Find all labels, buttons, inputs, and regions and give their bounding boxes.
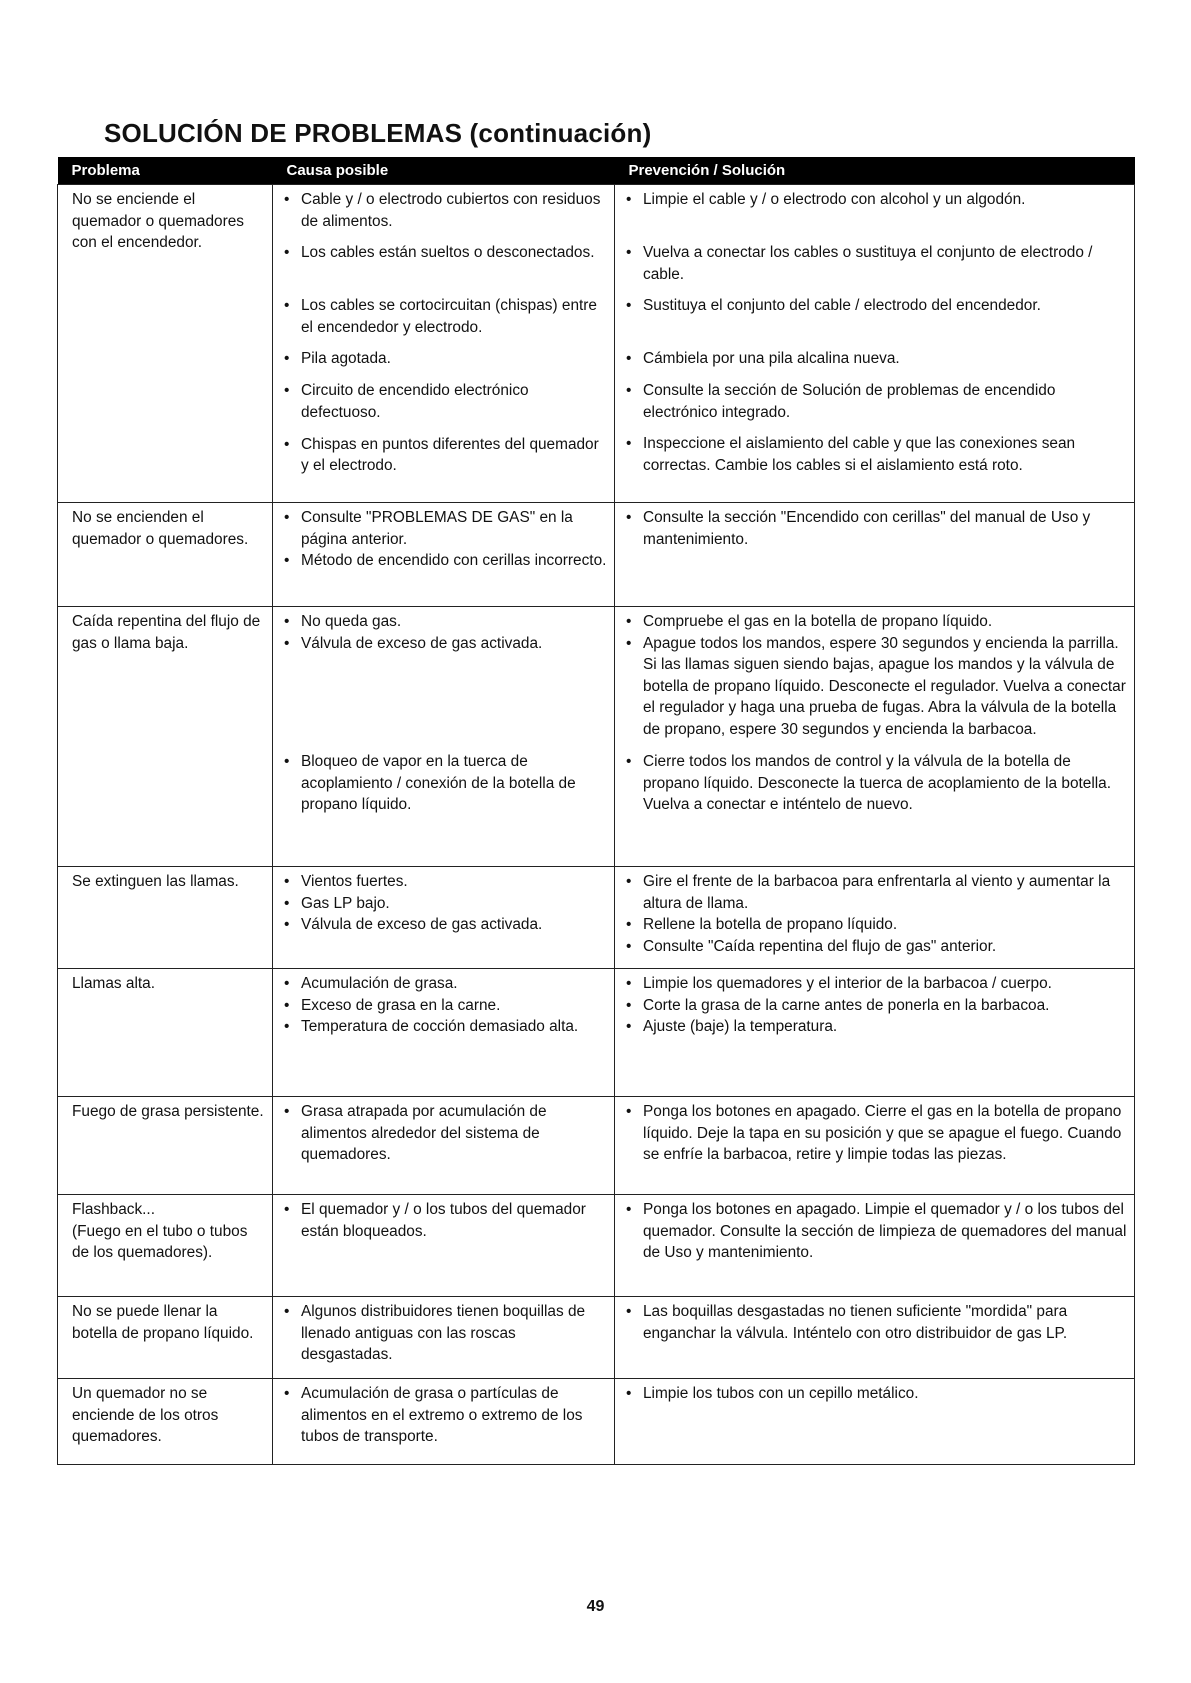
cause-item: • Método de encendido con cerillas incorrecto.: [279, 550, 608, 572]
header-solution: Prevención / Solución: [615, 157, 1135, 185]
solution-item: • Apague todos los mandos, espere 30 segundos y encienda la parrilla. Si las llamas siguen siendo bajas, apague los mandos y la válvula de botella de propano líquido. Desconecte el regulador. Vuelva a conectar el regulador y haga una prueba de fugas. Abra la válvula de la botella de propano, espere 30 segundos y encienda la barbacoa.: [621, 633, 1128, 741]
solution-group: [621, 611, 1128, 741]
problem-text: Caída repentina del flujo de gas o llama baja.: [72, 613, 261, 652]
cause-item: • Consulte "PROBLEMAS DE GAS" en la página anterior.: [279, 507, 608, 550]
cause-item: • Acumulación de grasa.: [279, 973, 608, 995]
page-title: [104, 118, 651, 149]
cause-group: [279, 611, 608, 741]
cause-group: [279, 1301, 608, 1366]
solution-cell: [615, 185, 1135, 503]
cause-item: • Circuito de encendido electrónico defectuoso.: [279, 380, 608, 423]
problem-cell: [58, 1297, 273, 1379]
problem-cell: [58, 503, 273, 607]
problem-text: No se puede llenar la botella de propano líquido.: [72, 1303, 254, 1342]
cause-cell: [273, 1097, 615, 1195]
solution-cell: [615, 867, 1135, 969]
cause-item: • Grasa atrapada por acumulación de alimentos alrededor del sistema de quemadores.: [279, 1101, 608, 1166]
cause-group: [279, 1199, 608, 1264]
cause-cell: [273, 1195, 615, 1297]
table-body: [58, 185, 1135, 1465]
cause-item: • Vientos fuertes.: [279, 871, 608, 893]
solution-cell: [615, 1379, 1135, 1465]
cause-group: [279, 507, 608, 572]
cause-group: [279, 751, 608, 816]
solution-item: • Consulte "Caída repentina del flujo de gas" anterior.: [621, 936, 1128, 958]
solution-cell: [615, 503, 1135, 607]
cause-group: [279, 1101, 608, 1166]
cause-group: [279, 434, 608, 477]
cause-item: • Acumulación de grasa o partículas de alimentos en el extremo o extremo de los tubos de transporte.: [279, 1383, 608, 1448]
solution-group: [621, 242, 1128, 285]
solution-group: [621, 1199, 1128, 1264]
problem-text: Se extinguen las llamas.: [72, 873, 239, 890]
solution-group: [621, 189, 1128, 232]
table-row: [58, 969, 1135, 1097]
solution-item: • Rellene la botella de propano líquido.: [621, 914, 1128, 936]
solution-item: • Limpie los tubos con un cepillo metálico.: [621, 1383, 1128, 1405]
header-cause: Causa posible: [273, 157, 615, 185]
problem-text: Fuego de grasa persistente.: [72, 1103, 264, 1120]
cause-cell: [273, 1379, 615, 1465]
solution-item: • Inspeccione el aislamiento del cable y que las conexiones sean correctas. Cambie los cables si el aislamiento está roto.: [621, 433, 1128, 476]
solution-group: [621, 871, 1128, 957]
cause-cell: [273, 503, 615, 607]
problem-cell: [58, 969, 273, 1097]
cause-group: [279, 871, 608, 957]
cause-item: • Exceso de grasa en la carne.: [279, 995, 608, 1017]
cause-item: • Cable y / o electrodo cubiertos con residuos de alimentos.: [279, 189, 608, 232]
problem-text: No se enciende el quemador o quemadores con el encendedor.: [72, 191, 244, 252]
troubleshooting-table: [57, 157, 1135, 1465]
page-title-main: SOLUCIÓN DE PROBLEMAS: [104, 118, 463, 148]
cause-item: • El quemador y / o los tubos del quemador están bloqueados.: [279, 1199, 608, 1242]
solution-item: • Limpie el cable y / o electrodo con alcohol y un algodón.: [621, 189, 1128, 211]
cause-item: • Bloqueo de vapor en la tuerca de acoplamiento / conexión de la botella de propano líquido.: [279, 751, 608, 816]
solution-cell: [615, 607, 1135, 867]
cause-item: • Válvula de exceso de gas activada.: [279, 633, 608, 655]
page-number: 49: [586, 1598, 605, 1615]
solution-group: [621, 348, 1128, 370]
cause-item: • Los cables están sueltos o desconectados.: [279, 242, 608, 264]
problem-cell: [58, 185, 273, 503]
problem-cell: [58, 1097, 273, 1195]
table-row: [58, 1195, 1135, 1297]
cause-group: [279, 1383, 608, 1448]
solution-item: • Gire el frente de la barbacoa para enfrentarla al viento y aumentar la altura de llama.: [621, 871, 1128, 914]
cause-cell: [273, 607, 615, 867]
cause-group: [279, 295, 608, 338]
solution-item: • Ajuste (baje) la temperatura.: [621, 1016, 1128, 1038]
table-row: [58, 607, 1135, 867]
solution-item: • Consulte la sección de Solución de problemas de encendido electrónico integrado.: [621, 380, 1128, 423]
solution-group: [621, 433, 1128, 476]
solution-group: [621, 507, 1128, 572]
cause-cell: [273, 969, 615, 1097]
solution-item: • Cámbiela por una pila alcalina nueva.: [621, 348, 1128, 370]
cause-item: • Válvula de exceso de gas activada.: [279, 914, 608, 936]
problem-cell: [58, 607, 273, 867]
cause-cell: [273, 867, 615, 969]
page-title-sub: (continuación): [469, 118, 652, 148]
problem-text: No se encienden el quemador o quemadores.: [72, 509, 249, 548]
solution-item: • Consulte la sección "Encendido con cerillas" del manual de Uso y mantenimiento.: [621, 507, 1128, 550]
solution-group: [621, 1301, 1128, 1366]
solution-item: • Compruebe el gas en la botella de propano líquido.: [621, 611, 1128, 633]
solution-item: • Ponga los botones en apagado. Cierre el gas en la botella de propano líquido. Deje la tapa en su posición y que se apague el fuego. Cuando se enfríe la barbacoa, retire y limpie todas las piezas.: [621, 1101, 1128, 1166]
solution-group: [621, 973, 1128, 1038]
cause-item: • No queda gas.: [279, 611, 608, 633]
solution-group: [621, 295, 1128, 338]
table-row: [58, 185, 1135, 503]
solution-cell: [615, 1195, 1135, 1297]
table-header-row: [58, 157, 1135, 185]
problem-cell: [58, 867, 273, 969]
problem-cell: [58, 1379, 273, 1465]
solution-cell: [615, 1097, 1135, 1195]
cause-group: [279, 189, 608, 232]
solution-item: • Vuelva a conectar los cables o sustituya el conjunto de electrodo / cable.: [621, 242, 1128, 285]
solution-item: • Sustituya el conjunto del cable / electrodo del encendedor.: [621, 295, 1128, 317]
solution-item: • Corte la grasa de la carne antes de ponerla en la barbacoa.: [621, 995, 1128, 1017]
table-row: [58, 503, 1135, 607]
table-row: [58, 1097, 1135, 1195]
table-row: [58, 1379, 1135, 1465]
cause-cell: [273, 185, 615, 503]
problem-text: Llamas alta.: [72, 975, 155, 992]
header-problem: Problema: [58, 157, 273, 185]
cause-group: [279, 348, 608, 370]
problem-cell: [58, 1195, 273, 1297]
solution-item: • Las boquillas desgastadas no tienen suficiente "mordida" para enganchar la válvula. Inténtelo con otro distribuidor de gas LP.: [621, 1301, 1128, 1344]
solution-group: [621, 1101, 1128, 1166]
cause-item: • Los cables se cortocircuitan (chispas) entre el encendedor y electrodo.: [279, 295, 608, 338]
cause-group: [279, 973, 608, 1038]
problem-text: Un quemador no se enciende de los otros quemadores.: [72, 1385, 219, 1446]
cause-item: • Pila agotada.: [279, 348, 608, 370]
cause-item: • Algunos distribuidores tienen boquillas de llenado antiguas con las roscas desgastadas.: [279, 1301, 608, 1366]
table-row: [58, 867, 1135, 969]
solution-cell: [615, 1297, 1135, 1379]
cause-item: • Gas LP bajo.: [279, 893, 608, 915]
solution-group: [621, 1383, 1128, 1448]
solution-item: • Limpie los quemadores y el interior de la barbacoa / cuerpo.: [621, 973, 1128, 995]
solution-item: • Cierre todos los mandos de control y la válvula de la botella de propano líquido. Desconecte la tuerca de acoplamiento de la botella. Vuelva a conectar e inténtelo de nuevo.: [621, 751, 1128, 816]
problem-text: Flashback... (Fuego en el tubo o tubos de los quemadores).: [72, 1201, 248, 1262]
cause-item: • Chispas en puntos diferentes del quemador y el electrodo.: [279, 434, 608, 477]
solution-group: [621, 380, 1128, 423]
cause-group: [279, 380, 608, 423]
cause-cell: [273, 1297, 615, 1379]
cause-item: • Temperatura de cocción demasiado alta.: [279, 1016, 608, 1038]
solution-group: [621, 751, 1128, 816]
table-row: [58, 1297, 1135, 1379]
solution-item: • Ponga los botones en apagado. Limpie el quemador y / o los tubos del quemador. Consulte la sección de limpieza de quemadores del manual de Uso y mantenimiento.: [621, 1199, 1128, 1264]
solution-cell: [615, 969, 1135, 1097]
cause-group: [279, 242, 608, 285]
